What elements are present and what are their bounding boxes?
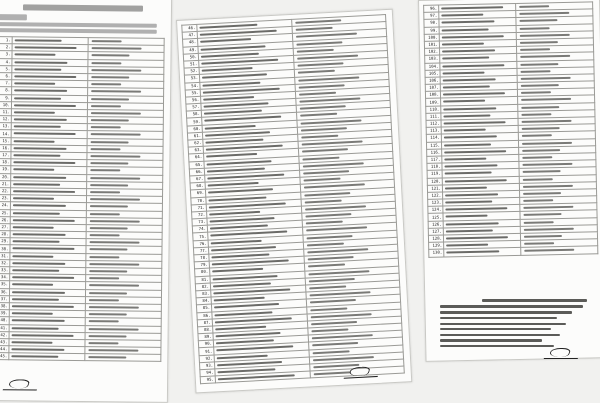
row-number: 49. [183,46,198,54]
row-number: 14. [0,130,11,137]
row-number: 74. [192,225,207,233]
row-number: 19. [0,166,11,173]
row-number: 32. [0,259,10,266]
row-number: 122. [428,192,443,200]
row-number: 55. [185,89,200,97]
row-number: 58. [186,111,201,119]
roster-table-middle [181,14,405,385]
row-number: 53. [184,75,199,83]
row-number: 92. [199,355,214,363]
row-number: 95. [200,376,215,384]
row-number: 54. [185,82,200,90]
row-number: 112. [426,120,441,128]
row-number: 70. [191,197,206,205]
row-number: 4. [0,58,12,65]
row-number: 69. [190,190,205,198]
row-number: 123. [428,199,443,207]
row-number: 105. [425,70,440,78]
row-number: 107. [425,84,440,92]
row-number: 86. [197,312,212,320]
row-number: 57. [186,103,201,111]
row-number: 89. [198,333,213,341]
row-number: 24. [0,202,10,209]
row-number: 114. [426,134,441,142]
row-number: 48. [183,39,198,47]
row-number: 1. [0,37,12,44]
row-number: 13. [0,123,11,130]
row-number: 39. [0,310,9,317]
row-number: 68. [190,182,205,190]
row-number: 44. [0,346,9,353]
row-number: 113. [426,127,441,135]
row-number: 38. [0,303,9,310]
row-number: 50. [183,53,198,61]
row-number: 97. [424,12,439,20]
row-number: 130. [429,249,444,257]
row-number: 12. [0,116,11,123]
row-number: 41. [0,324,9,331]
row-number: 66. [189,168,204,176]
row-number: 100. [424,34,439,42]
posting-cell [85,354,161,362]
signature-mark [344,364,382,379]
row-number: 102. [425,48,440,56]
row-number: 103. [425,55,440,63]
row-number: 10. [0,101,12,108]
row-number: 15. [0,137,11,144]
row-number: 99. [424,27,439,35]
posting-cell [521,246,598,255]
row-number: 96. [424,5,439,13]
signature-mark [3,377,42,390]
row-number: 22. [0,188,11,195]
row-number: 23. [0,195,11,202]
row-number: 117. [427,156,442,164]
row-number: 129. [429,242,444,250]
row-number: 64. [189,154,204,162]
row-number: 106. [425,77,440,85]
row-number: 121. [427,185,442,193]
row-number: 11. [0,108,11,115]
row-number: 34. [0,274,10,281]
row-number: 9. [0,94,12,101]
row-number: 118. [427,163,442,171]
row-number: 47. [182,32,197,40]
row-number: 56. [186,96,201,104]
row-number: 77. [193,247,208,255]
row-number: 81. [195,276,210,284]
row-number: 127. [428,228,443,236]
employee-name-cell [444,248,521,257]
row-number: 65. [189,161,204,169]
row-number: 71. [191,204,206,212]
row-number: 18. [0,159,11,166]
row-number: 73. [192,218,207,226]
row-number: 26. [0,216,10,223]
row-number: 5. [0,65,12,72]
row-number: 110. [426,106,441,114]
row-number: 120. [427,178,442,186]
row-number: 82. [195,283,210,291]
roster-table-left [0,36,165,362]
row-number: 30. [0,245,10,252]
row-number: 115. [426,142,441,150]
intro-line [0,22,157,28]
row-number: 35. [0,281,10,288]
endorsement-block [440,296,590,350]
row-number: 108. [425,91,440,99]
row-number: 111. [426,113,441,121]
row-number: 124. [428,206,443,214]
row-number: 17. [0,152,11,159]
row-number: 8. [0,87,12,94]
intro-line [0,28,157,34]
row-number: 42. [0,331,9,338]
row-number: 2. [0,44,12,51]
row-number: 46. [182,24,197,32]
roster-table-right [423,1,598,257]
table-row [0,353,161,362]
row-number: 27. [0,223,10,230]
row-number: 85. [196,304,211,312]
row-number: 21. [0,180,11,187]
row-number: 87. [197,319,212,327]
row-number: 6. [0,73,12,80]
row-number: 59. [187,118,202,126]
row-number: 78. [194,254,209,262]
row-number: 126. [428,221,443,229]
row-number: 61. [187,132,202,140]
row-number: 125. [428,213,443,221]
row-number: 37. [0,295,9,302]
signature-mark [544,346,583,359]
row-number: 43. [0,338,9,345]
row-number: 109. [426,98,441,106]
row-number: 104. [425,63,440,71]
document-page-middle [176,9,412,394]
row-number: 40. [0,317,9,324]
row-number: 80. [195,268,210,276]
row-number: 16. [0,144,11,151]
row-number: 36. [0,288,10,295]
row-number: 67. [190,175,205,183]
row-number: 90. [198,340,213,348]
row-number: 79. [194,261,209,269]
row-number: 72. [192,211,207,219]
row-number: 128. [428,235,443,243]
row-number: 93. [199,362,214,370]
row-number: 75. [193,233,208,241]
page-subheading [0,14,27,20]
row-number: 101. [424,41,439,49]
document-page-left [0,0,172,403]
row-number: 52. [184,67,199,75]
row-number: 33. [0,267,10,274]
row-number: 3. [0,51,12,58]
row-number: 25. [0,209,10,216]
row-number: 83. [196,290,211,298]
row-number: 98. [424,19,439,27]
row-number: 45. [0,353,9,360]
row-number: 31. [0,252,10,259]
row-number: 76. [193,240,208,248]
row-number: 88. [198,326,213,334]
row-number: 94. [200,369,215,377]
row-number: 51. [184,60,199,68]
row-number: 84. [196,297,211,305]
row-number: 7. [0,80,12,87]
row-number: 116. [427,149,442,157]
row-number: 119. [427,170,442,178]
row-number: 20. [0,173,11,180]
page-heading [23,4,143,11]
row-number: 28. [0,231,10,238]
row-number: 60. [187,125,202,133]
row-number: 29. [0,238,10,245]
row-number: 62. [188,139,203,147]
row-number: 91. [199,347,214,355]
row-number: 63. [188,146,203,154]
employee-name-cell [9,353,85,361]
